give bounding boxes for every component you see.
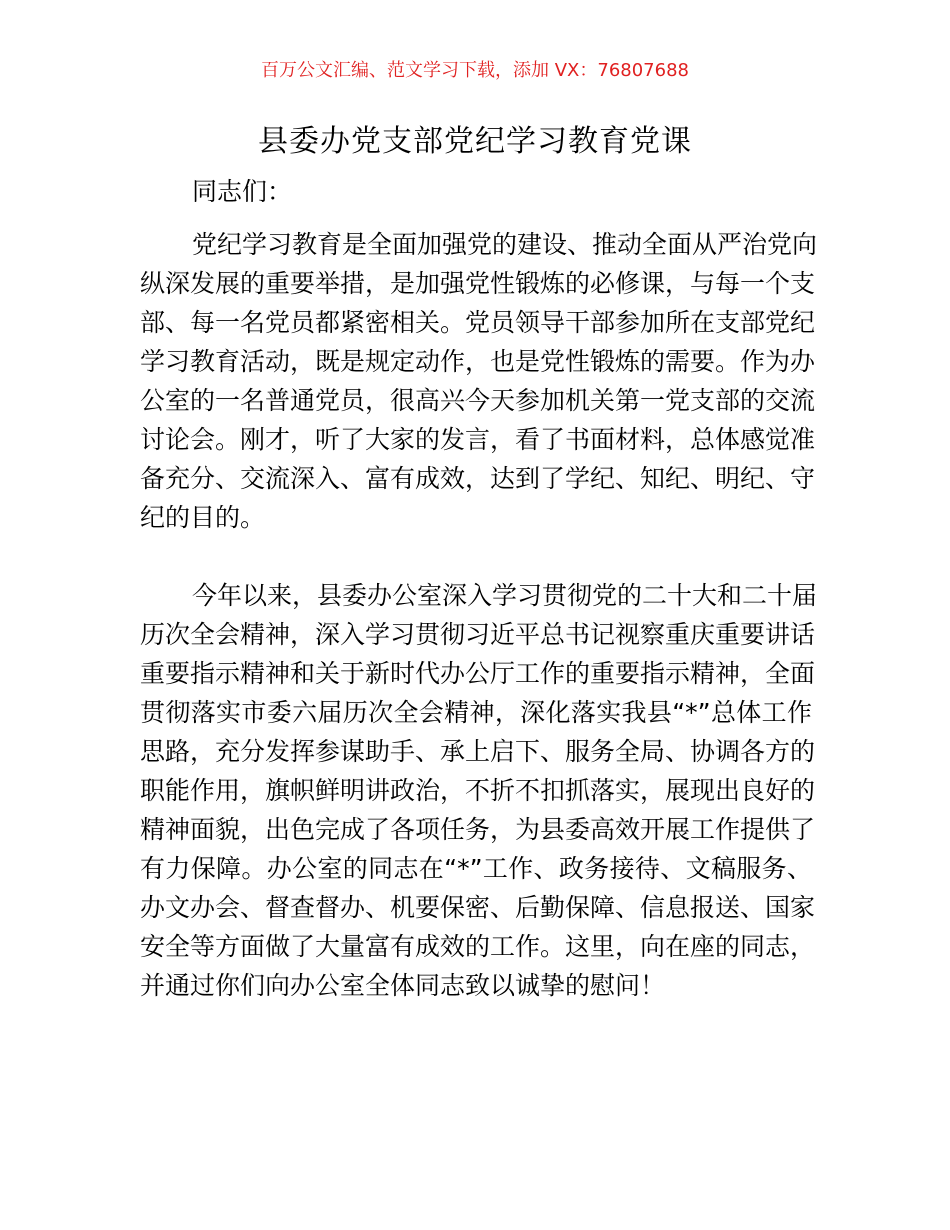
text-line: 公室的一名普通党员，很高兴今天参加机关第一党支部的交流 <box>140 386 816 415</box>
text-line: 职能作用，旗帜鲜明讲政治，不折不扣抓落实，展现出良好的 <box>140 776 816 805</box>
text-line: 纵深发展的重要举措，是加强党性锻炼的必修课，与每一个支 <box>140 269 816 298</box>
salutation: 同志们： <box>192 177 293 206</box>
text-line: 历次全会精神，深入学习贯彻习近平总书记视察重庆重要讲话 <box>140 620 816 649</box>
text-line: 贯彻落实市委六届历次全会精神，深化落实我县“*”总体工作 <box>140 698 812 727</box>
text-line: 纪的目的。 <box>140 503 266 532</box>
text-line: 精神面貌，出色完成了各项任务，为县委高效开展工作提供了 <box>140 815 816 844</box>
text-line: 思路，充分发挥参谋助手、承上启下、服务全局、协调各方的 <box>140 737 816 766</box>
paragraph-2 <box>140 576 818 1005</box>
document-body <box>140 172 818 1013</box>
paragraph-1 <box>140 225 818 537</box>
text-line: 部、每一名党员都紧密相关。党员领导干部参加所在支部党纪 <box>140 308 816 337</box>
text-line: 安全等方面做了大量富有成效的工作。这里，向在座的同志， <box>140 932 816 961</box>
watermark-header: 百万公文汇编、范文学习下载，添加 VX：76807688 <box>261 60 689 81</box>
text-line: 备充分、交流深入、富有成效，达到了学纪、知纪、明纪、守 <box>140 464 816 493</box>
text-line: 办文办会、督查督办、机要保密、后勤保障、信息报送、国家 <box>140 893 816 922</box>
text-line: 学习教育活动，既是规定动作，也是党性锻炼的需要。作为办 <box>140 347 816 376</box>
text-line: 重要指示精神和关于新时代办公厅工作的重要指示精神，全面 <box>140 659 816 688</box>
document-title: 县委办党支部党纪学习教育党课 <box>258 124 692 159</box>
text-line: 有力保障。办公室的同志在“*”工作、政务接待、文稿服务、 <box>140 854 812 883</box>
text-line: 并通过你们向办公室全体同志致以诚挚的慰问！ <box>140 971 666 1000</box>
text-line: 讨论会。刚才，听了大家的发言，看了书面材料，总体感觉准 <box>140 425 816 454</box>
text-line: 党纪学习教育是全面加强党的建设、推动全面从严治党向 <box>192 230 818 259</box>
text-line: 今年以来，县委办公室深入学习贯彻党的二十大和二十届 <box>192 581 818 610</box>
